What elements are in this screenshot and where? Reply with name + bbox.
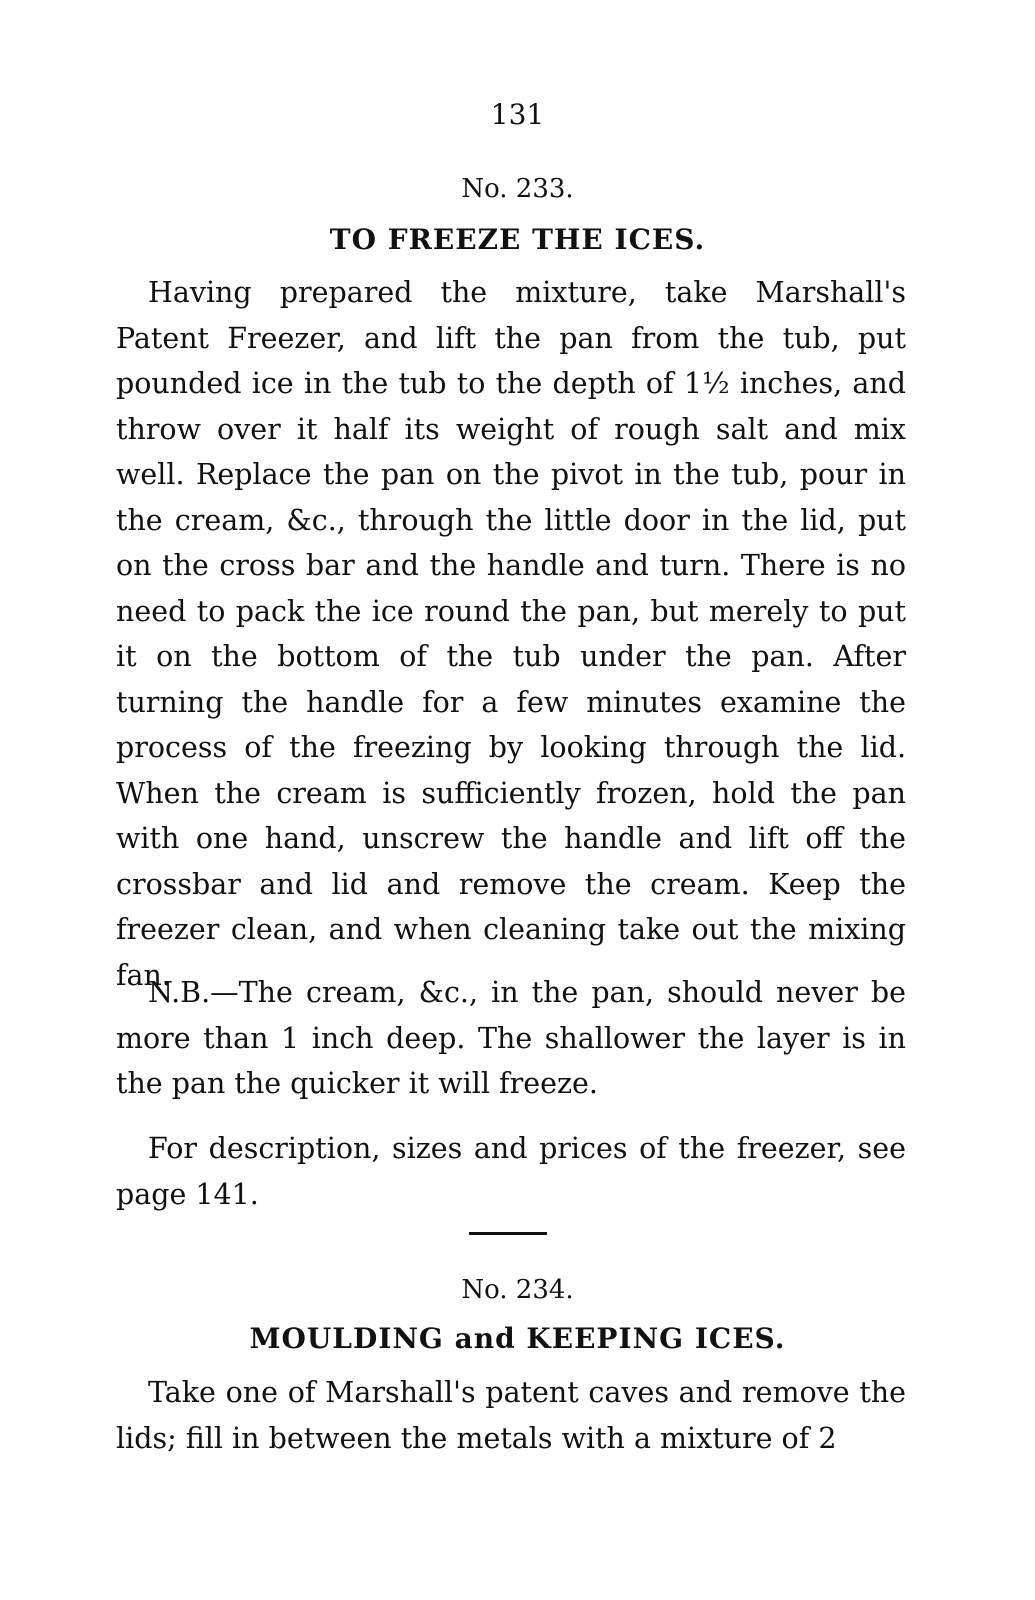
recipe-number: No. 234. [461, 1275, 574, 1305]
section-divider [469, 1232, 547, 1235]
recipe-note: N.B.—The cream, &c., in the pan, should never be more than 1 inch deep. The shallower the layer is in the pan the quicker it will freeze. [116, 976, 906, 1100]
recipe-reference: For description, sizes and prices of the freezer, see page 141. [116, 1132, 906, 1211]
recipe-number: No. 233. [461, 174, 574, 204]
recipe-paragraph: Take one of Marshall's patent caves and remove the lids; fill in between the metals with a mixture of 2 [116, 1376, 906, 1455]
page-number: 131 [490, 98, 545, 131]
recipe-paragraph: Having prepared the mixture, take Marshall's Patent Freezer, and lift the pan from the tub, put pounded ice in the tub to the depth of 1½ inches, and throw over it half its weight of rough salt and mix well. Replace the pan on the pivot in the tub, pour in the cream, &c., through the little door in the lid, put on the cross bar and the handle and turn. There is no need to pack the ice round the pan, but merely to put it on the bottom of the tub under the pan. After turning the handle for a few minutes examine the process of the freezing by looking through the lid. When the cream is sufficiently frozen, hold the pan with one hand, unscrew the handle and lift off the crossbar and lid and remove the cream. Keep the freezer clean, and when cleaning take out the mixing fan. [116, 276, 906, 992]
recipe-title: TO FREEZE THE ICES. [329, 223, 706, 256]
recipe-title: MOULDING and KEEPING ICES. [249, 1322, 786, 1355]
